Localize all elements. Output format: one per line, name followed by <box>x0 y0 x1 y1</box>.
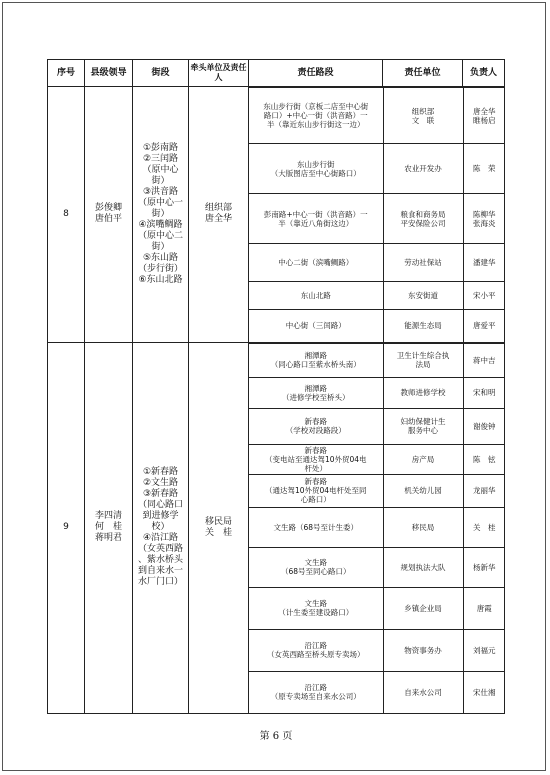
segment-row <box>249 244 505 282</box>
text-line: 文生路 <box>304 558 327 567</box>
row-lead-unit <box>189 342 249 714</box>
text-line: ②文生路 <box>142 478 179 489</box>
text-line: 能源生态局 <box>404 321 442 331</box>
segment-row <box>249 194 505 244</box>
text-line: 唐伯平 <box>94 214 122 225</box>
text-line: 彭南路+中心一街（洪音路）一 <box>263 209 368 219</box>
segment-person-in-charge <box>463 671 505 713</box>
text-line: 唐爱平 <box>473 321 496 331</box>
header-roads: 街段 <box>133 60 189 87</box>
segment-row <box>249 343 505 377</box>
text-line: 蒋明君 <box>94 533 122 544</box>
text-line: ①新春路 <box>142 467 179 478</box>
text-line: 杆处） <box>304 463 327 473</box>
text-line: 文生路 <box>304 599 327 608</box>
text-line: 文 联 <box>411 115 435 125</box>
text-line: 路口）+中心一街（洪音路）一 <box>263 111 368 120</box>
segment-responsible-unit <box>383 671 463 713</box>
text-line: 蒋中吉 <box>473 355 496 365</box>
text-line: 半（靠近八角街这边） <box>278 218 354 228</box>
text-line: 陈 荣 <box>473 164 496 173</box>
segment-section <box>249 507 383 547</box>
text-line: 乡镇企业局 <box>404 603 442 613</box>
text-line: 关 桂 <box>204 527 232 538</box>
text-line: （变电站至通达驾10外贸04电 <box>264 454 367 464</box>
header-unit: 责任单位 <box>383 60 463 87</box>
text-line: ①彭南路 <box>142 142 179 153</box>
row-seq: 9 <box>48 342 85 714</box>
text-line: 教师进修学校 <box>400 388 446 397</box>
segment-responsible-unit <box>383 88 463 144</box>
segment-section <box>249 671 383 713</box>
segment-section <box>249 310 383 342</box>
text-line: 物资事务办 <box>404 645 442 655</box>
segment-responsible-unit <box>383 587 463 629</box>
text-line: （原中心 <box>142 164 179 175</box>
segment-table <box>249 343 505 714</box>
segment-person-in-charge <box>463 629 505 671</box>
segment-responsible-unit <box>383 144 463 194</box>
text-line: 服务中心 <box>408 426 438 435</box>
segment-person-in-charge <box>463 194 505 244</box>
text-line: 沿江路 <box>304 641 327 650</box>
segment-person-in-charge <box>463 282 505 310</box>
text-line: （大版图店至中心街路口） <box>270 168 361 178</box>
segment-person-in-charge <box>463 507 505 547</box>
text-line: （女英西路 <box>137 544 183 555</box>
text-line: 新春路 <box>304 477 327 486</box>
text-line: 中心二街（滨嘴鲷路） <box>278 258 354 267</box>
row-road-list <box>133 342 189 714</box>
text-line: ④滨嘴鲷路 <box>138 219 183 230</box>
text-line: 张海炎 <box>473 218 496 228</box>
segment-responsible-unit <box>383 629 463 671</box>
text-line: （原专卖场至自来水公司） <box>270 692 361 702</box>
segment-section <box>249 282 383 310</box>
segment-responsible-unit <box>383 444 463 474</box>
text-line: 陈 铉 <box>473 454 496 464</box>
row-seq: 8 <box>48 87 85 343</box>
segment-person-in-charge <box>463 474 505 507</box>
text-line: 新春路 <box>304 445 327 455</box>
text-line: 、紫水桥头 <box>137 555 183 566</box>
text-line: 东山北路 <box>300 291 331 300</box>
segment-row <box>249 310 505 342</box>
row-road-list <box>133 87 189 343</box>
text-line: 半（靠近东山步行街这一边） <box>267 120 365 129</box>
text-line: （计生委至建设路口） <box>278 608 354 617</box>
segment-responsible-unit <box>383 194 463 244</box>
text-line: 自来水公司 <box>404 687 442 697</box>
text-line: 新春路 <box>304 417 327 426</box>
text-line: 街） <box>151 175 170 186</box>
header-person: 负责人 <box>463 60 505 87</box>
segment-section <box>249 444 383 474</box>
text-line: 何 桂 <box>94 522 122 533</box>
segment-person-in-charge <box>463 244 505 282</box>
text-line: （同心路口 <box>137 500 183 511</box>
segment-table <box>249 87 505 342</box>
text-line: 沿江路 <box>304 683 327 693</box>
text-line: （步行街） <box>137 263 183 274</box>
segment-responsible-unit <box>383 474 463 507</box>
segment-row <box>249 547 505 587</box>
row-county-leaders <box>85 87 133 343</box>
text-line: 睢杨启 <box>473 115 496 125</box>
text-line: 唐全华 <box>204 214 232 225</box>
row-segment-group <box>249 87 505 343</box>
text-line: 谢俊钟 <box>473 421 496 431</box>
text-line: 唐全华 <box>473 106 496 116</box>
text-line: 到进修学 <box>142 511 179 522</box>
segment-section <box>249 587 383 629</box>
text-line: （通达驾10外贸04电杆处至同 <box>264 486 367 495</box>
document-page <box>2 2 546 771</box>
segment-row <box>249 507 505 547</box>
text-line: 移民局 <box>204 516 232 527</box>
text-line: 卫生计生综合执 <box>396 351 450 360</box>
segment-person-in-charge <box>463 547 505 587</box>
header-seq: 序号 <box>48 60 85 87</box>
text-line: 街） <box>151 208 170 219</box>
text-line: 房产局 <box>411 454 435 464</box>
text-line: 陈柳华 <box>473 209 496 219</box>
segment-section <box>249 88 383 144</box>
text-line: 农业开发办 <box>404 164 442 173</box>
text-line: ②三闰路 <box>142 153 179 164</box>
text-line: ④沿江路 <box>142 533 179 544</box>
header-section: 责任路段 <box>249 60 383 87</box>
text-line: 杨新华 <box>473 562 496 572</box>
segment-row <box>249 282 505 310</box>
text-line: 街） <box>151 241 170 252</box>
text-line: （进修学校至桥头） <box>282 392 350 402</box>
text-line: 潘建华 <box>473 258 496 267</box>
segment-responsible-unit <box>383 343 463 377</box>
header-lead-unit: 牵头单位及责任人 <box>189 60 249 87</box>
segment-section <box>249 547 383 587</box>
row-segment-group <box>249 342 505 714</box>
text-line: 平安保险公司 <box>400 218 446 228</box>
segment-section <box>249 194 383 244</box>
segment-responsible-unit <box>383 310 463 342</box>
text-line: 关 桂 <box>473 522 496 532</box>
segment-row <box>249 377 505 408</box>
text-line: 东山步行街 <box>297 159 335 169</box>
text-line: 组织部 <box>411 106 435 116</box>
header-leader: 县级领导 <box>85 60 133 87</box>
text-line: 湘潭路 <box>304 383 327 393</box>
segment-person-in-charge <box>463 144 505 194</box>
text-line: ⑥东山北路 <box>138 274 183 285</box>
segment-section <box>249 343 383 377</box>
text-line: 机关幼儿园 <box>404 486 442 495</box>
text-line: 水厂门口） <box>137 577 183 588</box>
text-line: ③洪音路 <box>142 186 179 197</box>
segment-row <box>249 408 505 444</box>
segment-row <box>249 629 505 671</box>
table-row <box>48 342 505 714</box>
segment-section <box>249 377 383 408</box>
text-line: （68号至同心路口） <box>280 567 351 576</box>
segment-person-in-charge <box>463 88 505 144</box>
segment-row <box>249 671 505 713</box>
text-line: 组织部 <box>204 203 232 214</box>
text-line: 粮食和商务局 <box>400 209 446 219</box>
segment-row <box>249 474 505 507</box>
segment-section <box>249 408 383 444</box>
text-line: ③新春路 <box>142 489 179 500</box>
text-line: （原中心二 <box>137 230 183 241</box>
text-line: 心路口） <box>300 495 331 504</box>
segment-section <box>249 144 383 194</box>
text-line: 妇幼保健计生 <box>400 417 446 426</box>
text-line: 劳动社保站 <box>404 258 442 267</box>
text-line: 到自来水一 <box>137 566 183 577</box>
text-line: 宋仕湘 <box>473 687 496 697</box>
segment-responsible-unit <box>383 507 463 547</box>
text-line: 文生路（68号至计生委） <box>273 522 359 532</box>
segment-section <box>249 244 383 282</box>
text-line: 宋小平 <box>473 291 496 300</box>
segment-person-in-charge <box>463 444 505 474</box>
segment-row <box>249 587 505 629</box>
row-lead-unit <box>189 87 249 343</box>
text-line: 李四清 <box>94 511 122 522</box>
segment-person-in-charge <box>463 343 505 377</box>
segment-responsible-unit <box>383 377 463 408</box>
text-line: ⑤东山路 <box>142 252 179 263</box>
segment-row <box>249 444 505 474</box>
text-line: 校） <box>151 522 170 533</box>
text-line: 东安街道 <box>408 291 438 300</box>
text-line: （学校对段路段） <box>285 426 346 435</box>
row-county-leaders <box>85 342 133 714</box>
segment-row <box>249 144 505 194</box>
responsibility-table <box>47 59 505 714</box>
segment-responsible-unit <box>383 547 463 587</box>
page-footer: 第 6 页 <box>259 731 293 742</box>
text-line: （原中心一 <box>137 197 183 208</box>
text-line: 东山步行街（京板二店至中心街 <box>263 102 369 111</box>
segment-person-in-charge <box>463 587 505 629</box>
text-line: 移民局 <box>411 522 435 532</box>
segment-section <box>249 629 383 671</box>
text-line: 湘潭路 <box>304 351 327 360</box>
segment-row <box>249 88 505 144</box>
segment-section <box>249 474 383 507</box>
table-row <box>48 87 505 343</box>
text-line: 宋和明 <box>473 388 496 397</box>
text-line: 唐霞 <box>476 603 492 613</box>
text-line: （同心路口至紫水桥头南） <box>270 360 361 369</box>
text-line: 法局 <box>415 360 431 369</box>
segment-person-in-charge <box>463 408 505 444</box>
segment-responsible-unit <box>383 282 463 310</box>
table-header-row <box>48 60 505 87</box>
segment-person-in-charge <box>463 377 505 408</box>
text-line: 规划执法大队 <box>400 562 446 572</box>
text-line: 彭俊卿 <box>94 203 122 214</box>
text-line: 中心街（三闰路） <box>285 321 346 331</box>
text-line: 龙丽华 <box>473 486 496 495</box>
segment-responsible-unit <box>383 408 463 444</box>
segment-person-in-charge <box>463 310 505 342</box>
table-body <box>48 87 505 714</box>
text-line: 刘福元 <box>473 645 496 655</box>
text-line: （女英西路至桥头原专卖场） <box>267 650 365 659</box>
segment-responsible-unit <box>383 244 463 282</box>
